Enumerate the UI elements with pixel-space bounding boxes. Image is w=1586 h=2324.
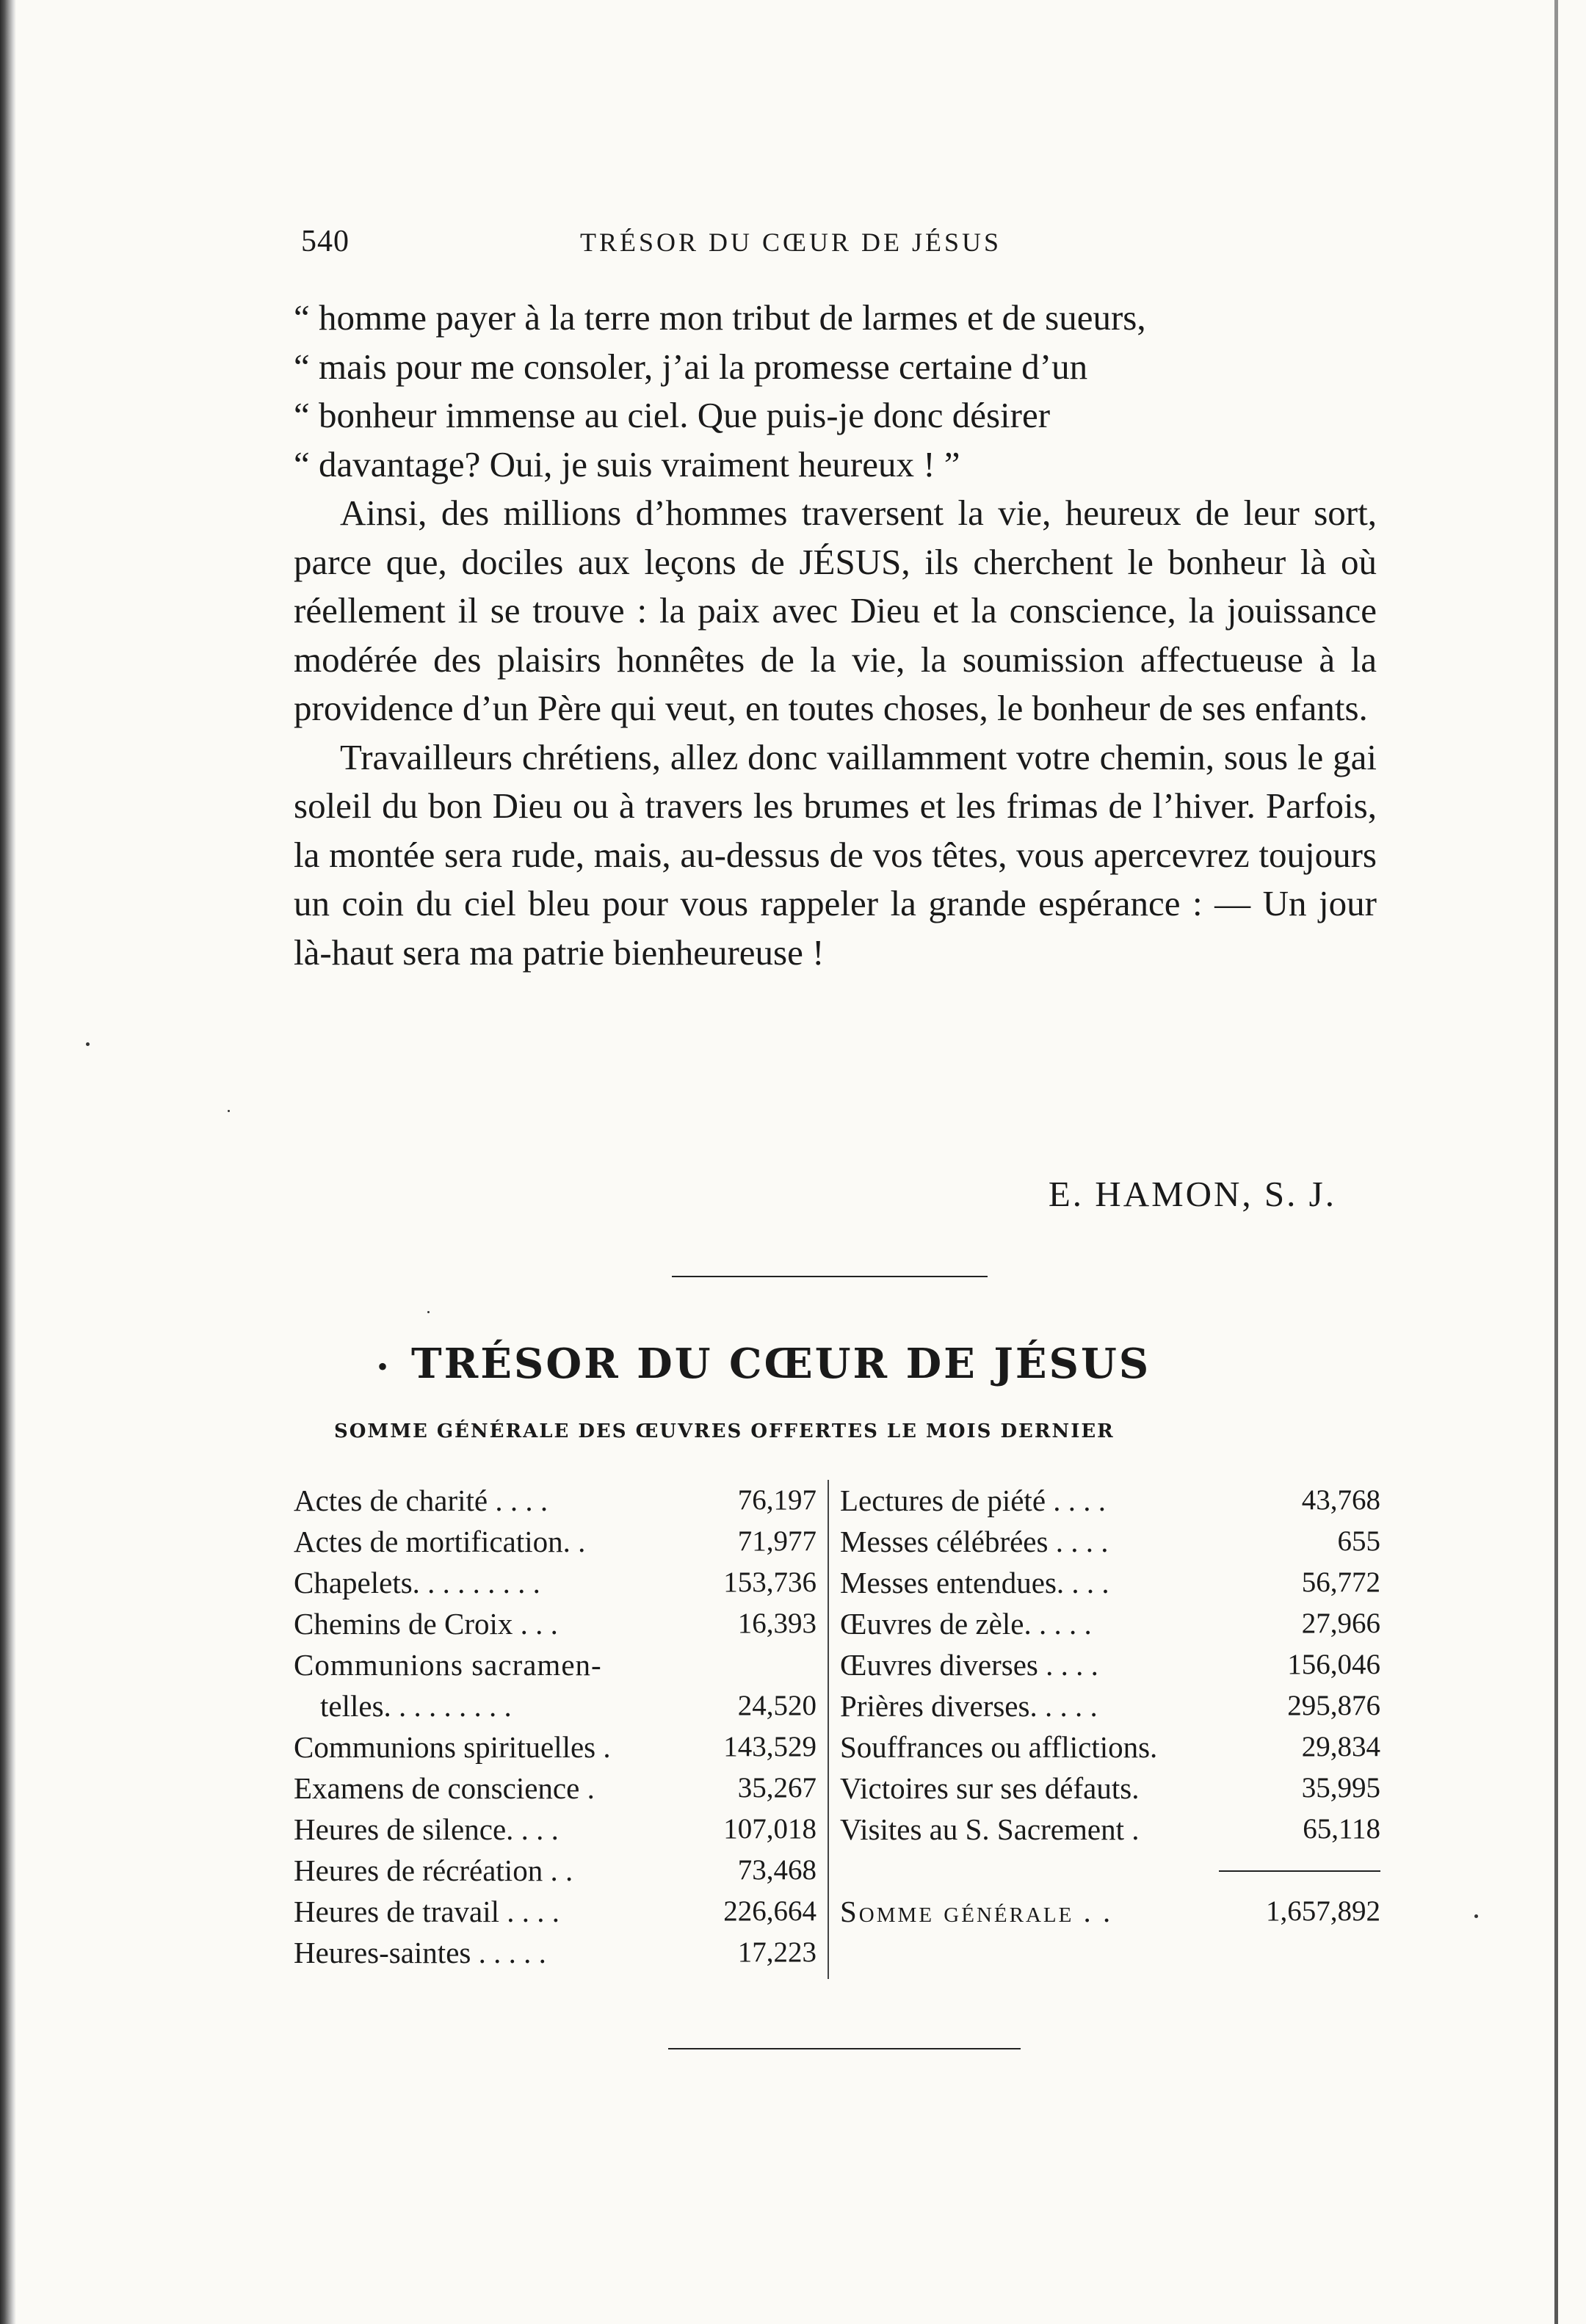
tally-row	[294, 1562, 816, 1603]
tally-title: TRÉSOR DU CŒUR DE JÉSUS	[411, 1340, 1151, 1388]
tally-label: Chemins de Croix . . .	[294, 1607, 558, 1641]
tally-value: 226,664	[723, 1895, 816, 1927]
tally-value: 153,736	[723, 1566, 816, 1598]
tally-row	[840, 1562, 1380, 1603]
quote-line: “ homme payer à la terre mon tribut de larmes et de sueurs,	[294, 297, 1146, 338]
tally-label: Visites au S. Sacrement .	[840, 1812, 1140, 1846]
tally-row	[294, 1809, 816, 1850]
tally-value: 35,995	[1301, 1772, 1380, 1804]
tally-label: Messes entendues. . . .	[840, 1566, 1109, 1599]
tally-row	[294, 1726, 816, 1768]
tally-label: Communions sacramen-	[294, 1648, 602, 1682]
tally-row	[294, 1603, 816, 1644]
tally-label: Messes célébrées . . . .	[840, 1525, 1109, 1558]
tally-value: 27,966	[1301, 1608, 1380, 1639]
page-edge-shadow	[1554, 0, 1558, 2324]
total-label: Somme générale . .	[840, 1895, 1113, 1928]
tally-value: 56,772	[1301, 1566, 1380, 1598]
tally-row	[294, 1644, 816, 1685]
tally-row	[294, 1932, 816, 1973]
ink-speck	[228, 1110, 230, 1112]
total-value: 1,657,892	[1266, 1895, 1380, 1927]
running-head: TRÉSOR DU CŒUR DE JÉSUS	[580, 228, 1002, 257]
tally-value: 17,223	[737, 1936, 816, 1968]
ink-speck	[1474, 1914, 1478, 1918]
total-rule	[1219, 1870, 1380, 1872]
tally-value: 655	[1337, 1525, 1380, 1557]
quote-line: “ davantage? Oui, je suis vraiment heureux ! ”	[294, 443, 960, 484]
page-header	[294, 224, 1377, 268]
tally-row	[840, 1521, 1380, 1562]
tally-row	[840, 1685, 1380, 1726]
ink-speck	[86, 1042, 90, 1046]
paragraph-2: Travailleurs chrétiens, allez donc vaillamment votre chemin, sous le gai soleil du bon Dieu ou à travers les brumes et les frimas de l’hiver. Parfois, la montée sera rude, mais, au-dessus de vos têtes, vous apercevrez toujours un coin du ciel bleu pour vous rappeler la grande espérance : — Un jour là-haut sera ma patrie bienheureuse !	[294, 736, 1377, 973]
tally-value: 24,520	[737, 1690, 816, 1721]
total-rule-row	[840, 1850, 1380, 1891]
tally-label: Heures de récréation . .	[294, 1853, 573, 1887]
tally-row	[294, 1685, 816, 1726]
author-signature: E. HAMON, S. J.	[1048, 1174, 1336, 1214]
tally-label: Heures de silence. . . .	[294, 1812, 559, 1846]
tally-label: Examens de conscience .	[294, 1771, 595, 1805]
tally-row	[840, 1726, 1380, 1768]
tally-label: Heures-saintes . . . . .	[294, 1936, 546, 1969]
tally-row	[840, 1768, 1380, 1809]
bullet-mark: •	[377, 1350, 388, 1383]
tally-label: Victoires sur ses défauts.	[840, 1771, 1140, 1805]
tally-value: 16,393	[737, 1608, 816, 1639]
bottom-divider	[668, 2048, 1021, 2049]
tally-label: Chapelets. . . . . . . . .	[294, 1566, 540, 1599]
tally-label: Actes de charité . . . .	[294, 1484, 548, 1517]
tally-row	[840, 1644, 1380, 1685]
tally-row	[840, 1480, 1380, 1521]
book-binding-shadow	[0, 0, 16, 2324]
tally-value: 71,977	[737, 1525, 816, 1557]
tally-label: Lectures de piété . . . .	[840, 1484, 1107, 1517]
tally-value: 35,267	[737, 1772, 816, 1804]
quote-line: “ mais pour me consoler, j’ai la promesse certaine d’un	[294, 346, 1088, 387]
tally-label: Prières diverses. . . . .	[840, 1689, 1098, 1723]
tally-value: 76,197	[737, 1484, 816, 1516]
section-divider	[672, 1276, 988, 1277]
tally-label: Heures de travail . . . .	[294, 1895, 560, 1928]
tally-label: telles. . . . . . . . .	[320, 1689, 512, 1723]
tally-column-right	[840, 1480, 1380, 1932]
quote-block	[294, 294, 1377, 489]
tally-row	[294, 1521, 816, 1562]
tally-value: 156,046	[1287, 1649, 1380, 1680]
tally-value: 143,529	[723, 1731, 816, 1762]
tally-value: 29,834	[1301, 1731, 1380, 1762]
ink-speck	[427, 1311, 430, 1313]
tally-label: Souffrances ou afflictions.	[840, 1730, 1158, 1764]
tally-value: 295,876	[1287, 1690, 1380, 1721]
tally-subtitle: SOMME GÉNÉRALE DES ŒUVRES OFFERTES LE MOIS DERNIER	[334, 1420, 1115, 1442]
tally-label: Œuvres diverses . . . .	[840, 1648, 1098, 1682]
tally-row	[840, 1809, 1380, 1850]
page-number: 540	[301, 225, 350, 258]
tally-row	[294, 1850, 816, 1891]
tally-label: Actes de mortification. .	[294, 1525, 586, 1558]
tally-value: 43,768	[1301, 1484, 1380, 1516]
tally-label: Communions spirituelles .	[294, 1730, 611, 1764]
tally-row	[294, 1480, 816, 1521]
tally-total-row	[840, 1891, 1380, 1932]
tally-row	[294, 1891, 816, 1932]
tally-column-left	[294, 1480, 816, 1973]
tally-label: Œuvres de zèle. . . . .	[840, 1607, 1092, 1641]
column-divider	[828, 1480, 829, 1979]
article-body	[294, 294, 1377, 977]
paragraph-1: Ainsi, des millions d’hommes traversent la vie, heureux de leur sort, parce que, dociles aux leçons de JÉSUS, ils cherchent le bonheur là où réellement il se trouve : la paix avec Dieu et la conscience, la jouissance modérée des plaisirs honnêtes de la vie, la soumission affectueuse à la providence d’un Père qui veut, en toutes choses, le bonheur de ses enfants.	[294, 493, 1377, 728]
tally-value: 65,118	[1303, 1813, 1380, 1845]
tally-value: 107,018	[723, 1813, 816, 1845]
tally-value: 73,468	[737, 1854, 816, 1886]
tally-row	[840, 1603, 1380, 1644]
tally-row	[294, 1768, 816, 1809]
quote-line: “ bonheur immense au ciel. Que puis-je donc désirer	[294, 395, 1051, 435]
